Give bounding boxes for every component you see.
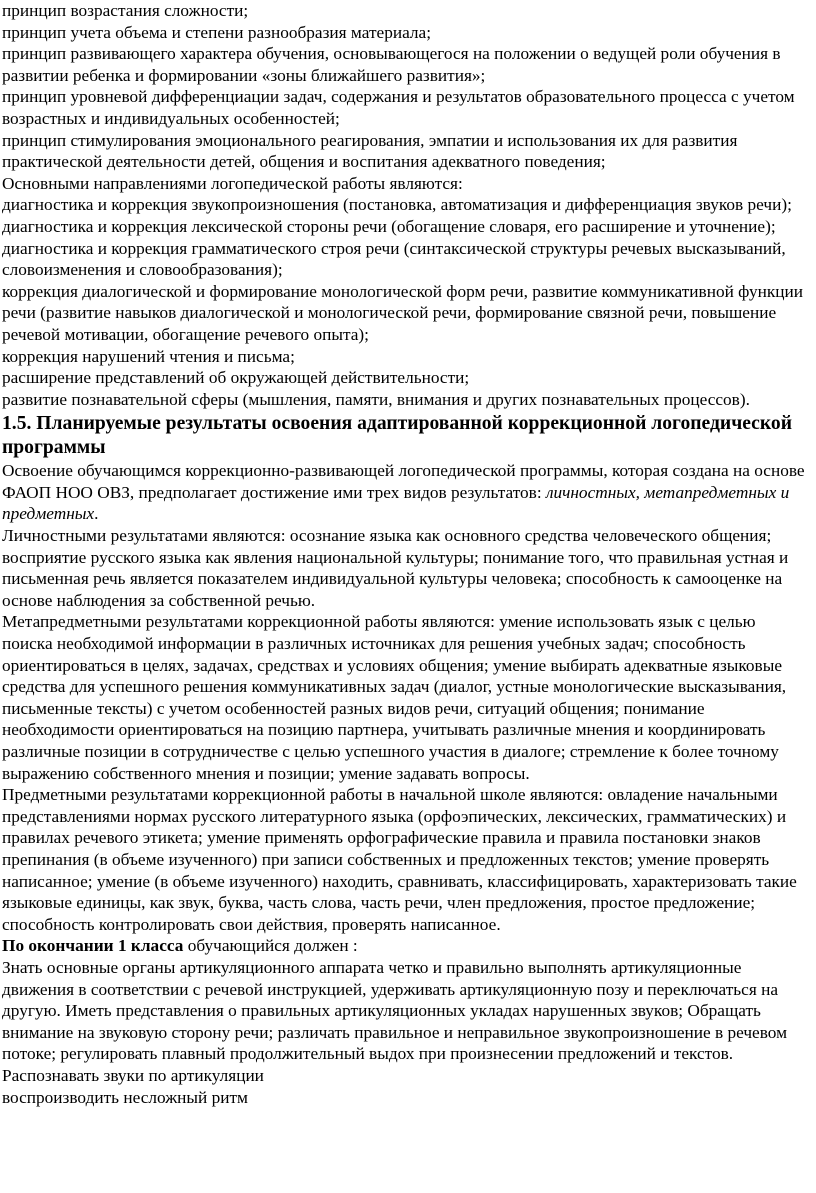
direction-sound-pronunciation: диагностика и коррекция звукопроизношения (постановка, автоматизация и дифференциация звуков речи); xyxy=(2,195,792,215)
personal-results: Личностными результатами являются: осознание языка как основного средства человеческого общения; восприятие русского языка как явления национальной культуры; понимание того, что правильная устная и письменная речь является показателем индивидуальной культуры человека; способность к самооценке на основе наблюдения за собственной речью. xyxy=(2,526,789,610)
grade1-heading xyxy=(2,935,808,957)
direction-reading-writing: коррекция нарушений чтения и письма; xyxy=(2,346,295,366)
direction-grammatical: диагностика и коррекция грамматического строя речи (синтаксической структуры речевых высказываний, словоизменения и словообразования); xyxy=(2,238,786,280)
principle-material-volume: принцип учета объема и степени разнообразия материала; xyxy=(2,22,432,42)
subject-results: Предметными результатами коррекционной работы в начальной школе являются: овладение начальными представлениями нормах русского литературного языка (орфоэпических, лексических, грамматических) и правилах речевого этикета; умение применять орфографические правила и правила постановки знаков препинания (в объеме изученного) при записи собственных и предложенных текстов; умение проверять написанное; умение (в объеме изученного) находить, сравнивать, классифицировать, характеризовать такие языковые единицы, как звук, буква, часть слова, часть речи, член предложения, простое предложение; способность контролировать свои действия, проверять написанное. xyxy=(2,785,797,934)
section-heading: 1.5. Планируемые результаты освоения адаптированной коррекционной логопедической программы xyxy=(2,413,792,459)
grade1-last-line: воспроизводить несложный ритм xyxy=(2,1087,248,1107)
direction-dialogic-monologic: коррекция диалогической и формирование монологической форм речи, развитие коммуникативной функции речи (развитие навыков диалогической и монологической речи, формирование связной речи, повышение речевой мотивации, обогащение речевого опыта); xyxy=(2,281,803,344)
directions-intro: Основными направлениями логопедической работы являются: xyxy=(2,173,463,193)
direction-lexical: диагностика и коррекция лексической стороны речи (обогащение словаря, его расширение и уточнение); xyxy=(2,216,776,236)
direction-cognitive: развитие познавательной сферы (мышления, памяти, внимания и других познавательных процессов). xyxy=(2,389,750,409)
section-intro-italic: личностных, метапредметных и предметных xyxy=(2,482,790,524)
section-intro xyxy=(2,460,808,525)
metasubject-results: Метапредметными результатами коррекционной работы являются: умение использовать язык с целью поиска необходимой информации в различных источниках для решения учебных задач; способность ориентироваться в целях, задачах, средствах и условиях общения; умение выбирать адекватные языковые средства для успешного решения коммуникативных задач (диалог, устные монологические высказывания, письменные тексты) с учетом особенностей разных видов речи, ситуаций общения; понимание необходимости ориентироваться на позицию партнера, учитывать различные мнения и координировать различные позиции в сотрудничестве с целью успешного участия в диалоге; стремление к более точному выражению собственного мнения и позиции; умение задавать вопросы. xyxy=(2,612,787,783)
grade1-heading-rest: обучающийся должен : xyxy=(183,936,358,956)
grade1-body: Знать основные органы артикуляционного аппарата четко и правильно выполнять артикуляционные движения в соответствии с речевой инструкцией, удерживать артикуляционную позу и переключаться на другую. Иметь представления о правильных артикуляционных укладах нарушенных звуков; Обращать внимание на звуковую сторону речи; различать правильное и неправильное звукопроизношение в речевом потоке; регулировать плавный продолжительный выдох при произнесении предложений и текстов. Распознавать звуки по артикуляции xyxy=(2,957,788,1085)
principle-developing-education: принцип развивающего характера обучения, основывающегося на положении о ведущей роли обучения в развитии ребенка и формировании «зоны ближайшего развития»; xyxy=(2,44,781,85)
principle-emotional-stimulation: принцип стимулирования эмоционального реагирования, эмпатии и использования их для развития практической деятельности детей, общения и воспитания адекватного поведения; xyxy=(2,130,738,172)
section-intro-text: Освоение обучающимся коррекционно-развивающей логопедической программы, которая создана на основе ФАОП НОО ОВЗ, предполагает достижение ими трех видов результатов: xyxy=(2,461,805,502)
section-intro-end: . xyxy=(94,504,99,524)
direction-environment: расширение представлений об окружающей действительности; xyxy=(2,368,470,388)
principle-growing-complexity: принцип возрастания сложности; xyxy=(2,1,249,20)
principle-level-differentiation: принцип уровневой дифференциации задач, содержания и результатов образовательного процесса с учетом возрастных и индивидуальных особенностей; xyxy=(2,87,795,128)
grade1-heading-bold: По окончании 1 класса xyxy=(2,936,184,956)
